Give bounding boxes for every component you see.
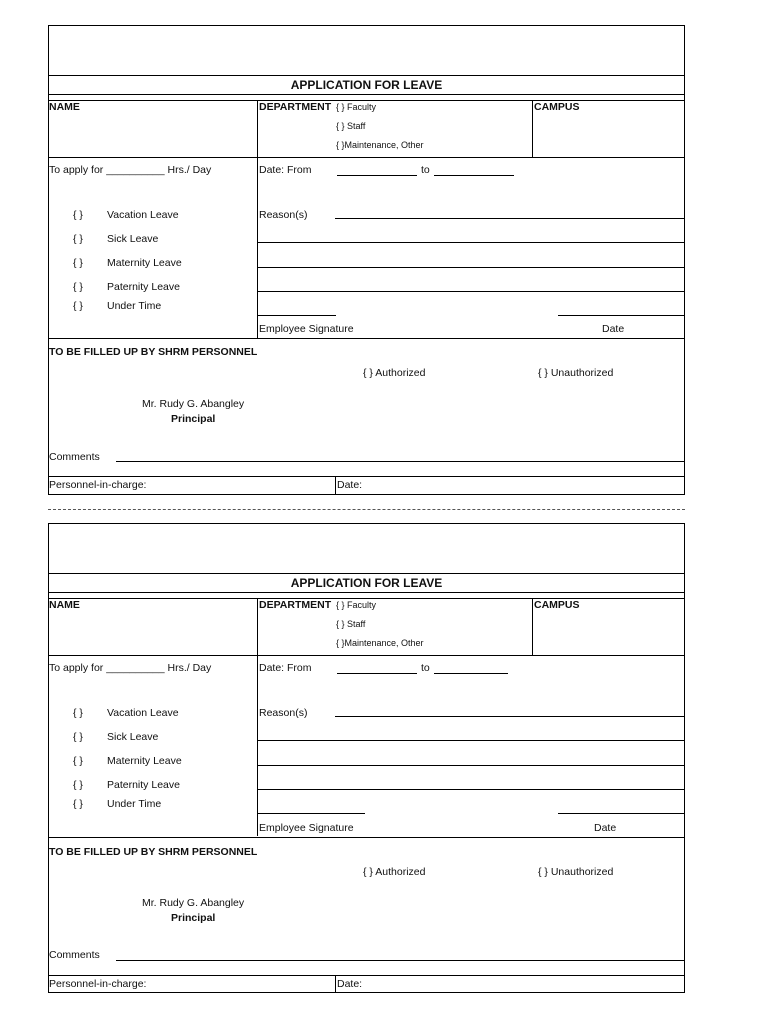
campus-label: CAMPUS (534, 101, 580, 113)
divider (532, 598, 533, 655)
shrm-label: TO BE FILLED UP BY SHRM PERSONNEL (49, 346, 258, 358)
date-from-label: Date: From (259, 164, 312, 176)
leave-paternity-label: Paternity Leave (107, 779, 180, 791)
authorized-check[interactable]: { } Authorized (363, 866, 426, 878)
department-option-maintenance[interactable]: { }Maintenance, Other (336, 638, 424, 648)
reasons-label: Reason(s) (259, 707, 308, 719)
shrm-label: TO BE FILLED UP BY SHRM PERSONNEL (49, 846, 258, 858)
divider (48, 573, 685, 574)
unauthorized-check[interactable]: { } Unauthorized (538, 367, 614, 379)
divider (48, 655, 685, 656)
leave-vacation-label: Vacation Leave (107, 209, 179, 221)
unauthorized-check[interactable]: { } Unauthorized (538, 866, 614, 878)
leave-form-top (48, 25, 685, 497)
divider (335, 975, 336, 993)
personnel-label: Personnel-in-charge: (49, 978, 147, 990)
leave-sick-label: Sick Leave (107, 731, 159, 743)
cut-line (48, 509, 685, 510)
date-from-blank[interactable] (337, 175, 417, 176)
reason-line[interactable] (258, 291, 685, 292)
leave-undertime-label: Under Time (107, 798, 162, 810)
employee-signature-label: Employee Signature (259, 323, 354, 335)
leave-vacation-label: Vacation Leave (107, 707, 179, 719)
leave-check[interactable]: { } (73, 755, 83, 767)
date-line[interactable] (558, 813, 685, 814)
comments-label: Comments (49, 451, 100, 463)
reason-line[interactable] (258, 267, 685, 268)
principal-title: Principal (171, 413, 216, 425)
personnel-date-label: Date: (337, 978, 363, 990)
leave-check[interactable]: { } (73, 257, 83, 269)
to-label: to (421, 164, 430, 176)
leave-form-bottom (48, 523, 685, 995)
principal-name: Mr. Rudy G. Abangley (142, 398, 245, 410)
reason-line[interactable] (258, 740, 685, 741)
divider (532, 100, 533, 157)
date-from-blank[interactable] (337, 673, 417, 674)
signature-line[interactable] (258, 813, 365, 814)
form-title: APPLICATION FOR LEAVE (290, 576, 443, 590)
leave-check[interactable]: { } (73, 300, 83, 312)
leave-check[interactable]: { } (73, 281, 83, 293)
divider (48, 592, 685, 593)
divider (335, 476, 336, 495)
personnel-date-label: Date: (337, 479, 363, 491)
leave-maternity-label: Maternity Leave (107, 755, 182, 767)
department-option-faculty[interactable]: { } Faculty (336, 102, 377, 112)
date-from-label: Date: From (259, 662, 312, 674)
form-title: APPLICATION FOR LEAVE (290, 78, 443, 92)
divider (257, 100, 258, 338)
personnel-label: Personnel-in-charge: (49, 479, 147, 491)
employee-signature-label: Employee Signature (259, 822, 354, 834)
principal-title: Principal (171, 912, 216, 924)
comments-line[interactable] (116, 960, 685, 961)
name-label: NAME (49, 101, 80, 113)
divider (48, 476, 685, 477)
leave-check[interactable]: { } (73, 798, 83, 810)
divider (48, 94, 685, 95)
principal-name: Mr. Rudy G. Abangley (142, 897, 245, 909)
date-to-blank[interactable] (434, 175, 514, 176)
divider (48, 75, 685, 76)
to-label: to (421, 662, 430, 674)
leave-check[interactable]: { } (73, 707, 83, 719)
reason-line[interactable] (258, 765, 685, 766)
apply-for-label: To apply for __________ Hrs./ Day (49, 164, 212, 176)
divider (48, 338, 685, 339)
campus-label: CAMPUS (534, 599, 580, 611)
department-label: DEPARTMENT (259, 101, 332, 113)
leave-sick-label: Sick Leave (107, 233, 159, 245)
apply-for-label: To apply for __________ Hrs./ Day (49, 662, 212, 674)
reason-line[interactable] (258, 242, 685, 243)
leave-check[interactable]: { } (73, 233, 83, 245)
signature-line[interactable] (258, 315, 336, 316)
reason-line[interactable] (335, 218, 685, 219)
authorized-check[interactable]: { } Authorized (363, 367, 426, 379)
leave-check[interactable]: { } (73, 731, 83, 743)
department-label: DEPARTMENT (259, 599, 332, 611)
divider (257, 598, 258, 836)
leave-paternity-label: Paternity Leave (107, 281, 180, 293)
name-label: NAME (49, 599, 80, 611)
divider (48, 157, 685, 158)
leave-check[interactable]: { } (73, 779, 83, 791)
date-label: Date (602, 323, 625, 335)
date-to-blank[interactable] (434, 673, 508, 674)
department-option-staff[interactable]: { } Staff (336, 121, 366, 131)
reason-line[interactable] (258, 789, 685, 790)
reasons-label: Reason(s) (259, 209, 308, 221)
department-option-maintenance[interactable]: { }Maintenance, Other (336, 140, 424, 150)
leave-check[interactable]: { } (73, 209, 83, 221)
comments-label: Comments (49, 949, 100, 961)
divider (48, 837, 685, 838)
comments-line[interactable] (116, 461, 685, 462)
divider (48, 975, 685, 976)
leave-undertime-label: Under Time (107, 300, 162, 312)
department-option-faculty[interactable]: { } Faculty (336, 600, 377, 610)
reason-line[interactable] (335, 716, 685, 717)
leave-maternity-label: Maternity Leave (107, 257, 182, 269)
date-label: Date (594, 822, 617, 834)
date-line[interactable] (558, 315, 685, 316)
department-option-staff[interactable]: { } Staff (336, 619, 366, 629)
